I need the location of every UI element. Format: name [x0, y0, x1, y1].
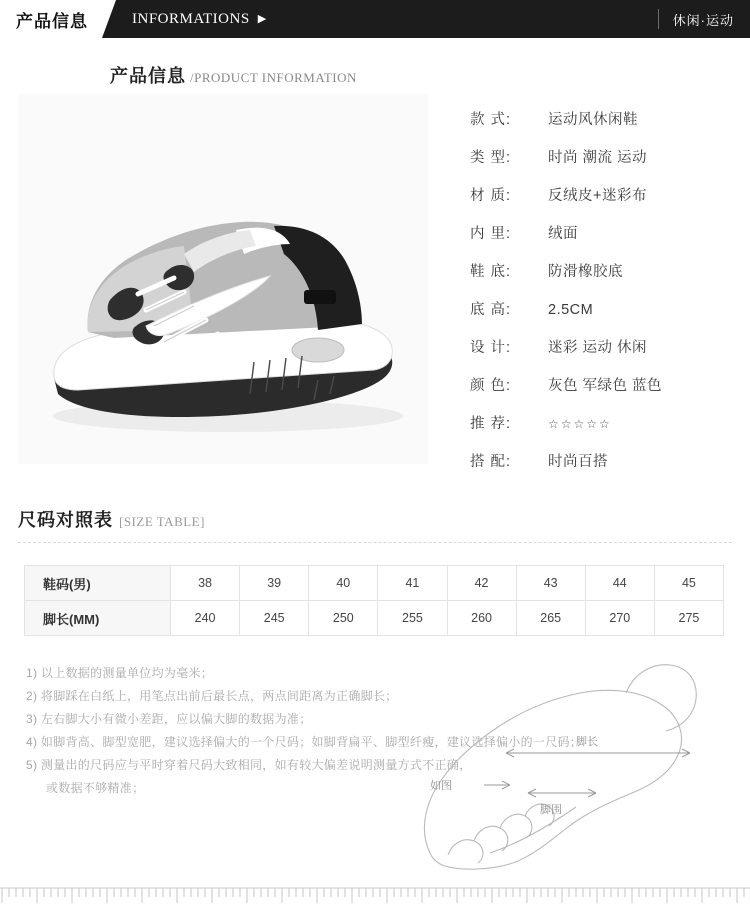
spec-value: 时尚 潮流 运动: [548, 150, 648, 166]
table-cell: 42: [447, 566, 516, 601]
note-item: 或数据不够精准；: [46, 781, 145, 795]
figure-label: 如图: [430, 780, 452, 792]
spec-value: 2.5CM: [548, 302, 594, 318]
header-en-text: INFORMATIONS: [132, 10, 250, 27]
size-table-title: [0, 488, 750, 532]
header-tagline-text: 休闲·运动: [672, 12, 734, 28]
spec-key: 颜 色:: [470, 378, 512, 394]
spec-row: [470, 184, 750, 205]
product-info-title-en: /PRODUCT INFORMATION: [190, 70, 357, 85]
note-item: 4) 如脚背高、脚型宽肥，建议选择偏大的一个尺码；如脚背扁平、脚型纤瘦，建议选择偏小的一尺码；: [26, 735, 583, 749]
sneaker-illustration: [18, 94, 428, 464]
rating-stars: ☆☆☆☆☆: [548, 417, 612, 431]
product-info-title-cn: 产品信息: [110, 66, 186, 86]
divider: [658, 9, 659, 29]
product-info-title: [0, 38, 750, 94]
product-photo: [18, 94, 428, 464]
table-cell: 43: [516, 566, 585, 601]
size-table-title-en: [SIZE TABLE]: [119, 514, 205, 529]
table-cell: 44: [585, 566, 654, 601]
row-header: 鞋码(男): [25, 566, 171, 601]
table-cell: 240: [171, 601, 240, 636]
table-cell: 260: [447, 601, 516, 636]
table-cell: 38: [171, 566, 240, 601]
spec-key: 底 高:: [470, 302, 512, 318]
spec-row: [470, 146, 750, 167]
table-cell: 40: [309, 566, 378, 601]
table-cell: 39: [240, 566, 309, 601]
table-cell: 270: [585, 601, 654, 636]
row-header: 脚长(MM): [25, 601, 171, 636]
note-item: 3) 左右脚大小有微小差距，应以偏大脚的数据为准；: [26, 712, 312, 726]
spec-list: [470, 94, 750, 488]
note-item: 1) 以上数据的测量单位均为毫米；: [26, 666, 214, 680]
spec-key: 材 质:: [470, 188, 512, 204]
spec-key: 类 型:: [470, 150, 512, 166]
spec-key: 推 荐:: [470, 416, 512, 432]
ruler-ticks: [0, 887, 750, 917]
spec-value: 绒面: [548, 226, 578, 242]
spec-key: 鞋 底:: [470, 264, 512, 280]
title-divider: [18, 542, 732, 543]
foot-outline-illustration: [390, 657, 750, 887]
table-cell: 45: [654, 566, 723, 601]
table-row: [25, 601, 724, 636]
spec-value: 运动风休闲鞋: [548, 112, 638, 128]
spec-row: [470, 450, 750, 471]
table-cell: 250: [309, 601, 378, 636]
spec-value: 时尚百搭: [548, 454, 608, 470]
spec-key: 搭 配:: [470, 454, 512, 470]
header-en-title: [102, 0, 267, 38]
spec-key: 设 计:: [470, 340, 512, 356]
spec-value: 反绒皮+迷彩布: [548, 188, 647, 204]
spec-row: [470, 336, 750, 357]
spec-key: 款 式:: [470, 112, 512, 128]
play-arrow-icon: ▶: [257, 12, 267, 25]
table-row: [25, 566, 724, 601]
spec-row: [470, 298, 750, 319]
note-item: 5) 测量出的尺码应与平时穿着尺码大致相同，如有较大偏差说明测量方式不正确，: [26, 758, 472, 772]
spec-value: 灰色 军绿色 蓝色: [548, 378, 663, 394]
foot-girth-label: 脚围: [540, 804, 562, 816]
size-table-title-cn: 尺码对照表: [18, 510, 113, 530]
note-item: 2) 将脚踩在白纸上，用笔点出前后最长点，两点间距离为正确脚长；: [26, 689, 398, 703]
spec-value: 防滑橡胶底: [548, 264, 623, 280]
spec-row: [470, 260, 750, 281]
product-block: [0, 94, 750, 488]
page-header: [0, 0, 750, 38]
spec-row: [470, 374, 750, 395]
size-table: [24, 565, 724, 636]
table-cell: 255: [378, 601, 447, 636]
ruler-graphic: [0, 887, 750, 917]
table-cell: 41: [378, 566, 447, 601]
foot-length-label: 脚长: [576, 736, 598, 748]
table-cell: 245: [240, 601, 309, 636]
foot-measure-diagram: [390, 657, 750, 887]
spec-value: 迷彩 运动 休闲: [548, 340, 648, 356]
spec-row: [470, 108, 750, 129]
table-cell: 265: [516, 601, 585, 636]
spec-key: 内 里:: [470, 226, 512, 242]
header-tagline: [658, 0, 750, 38]
spec-row: [470, 222, 750, 243]
spec-row-rating: [470, 412, 750, 433]
header-cn-title: 产品信息: [0, 0, 102, 38]
table-cell: 275: [654, 601, 723, 636]
